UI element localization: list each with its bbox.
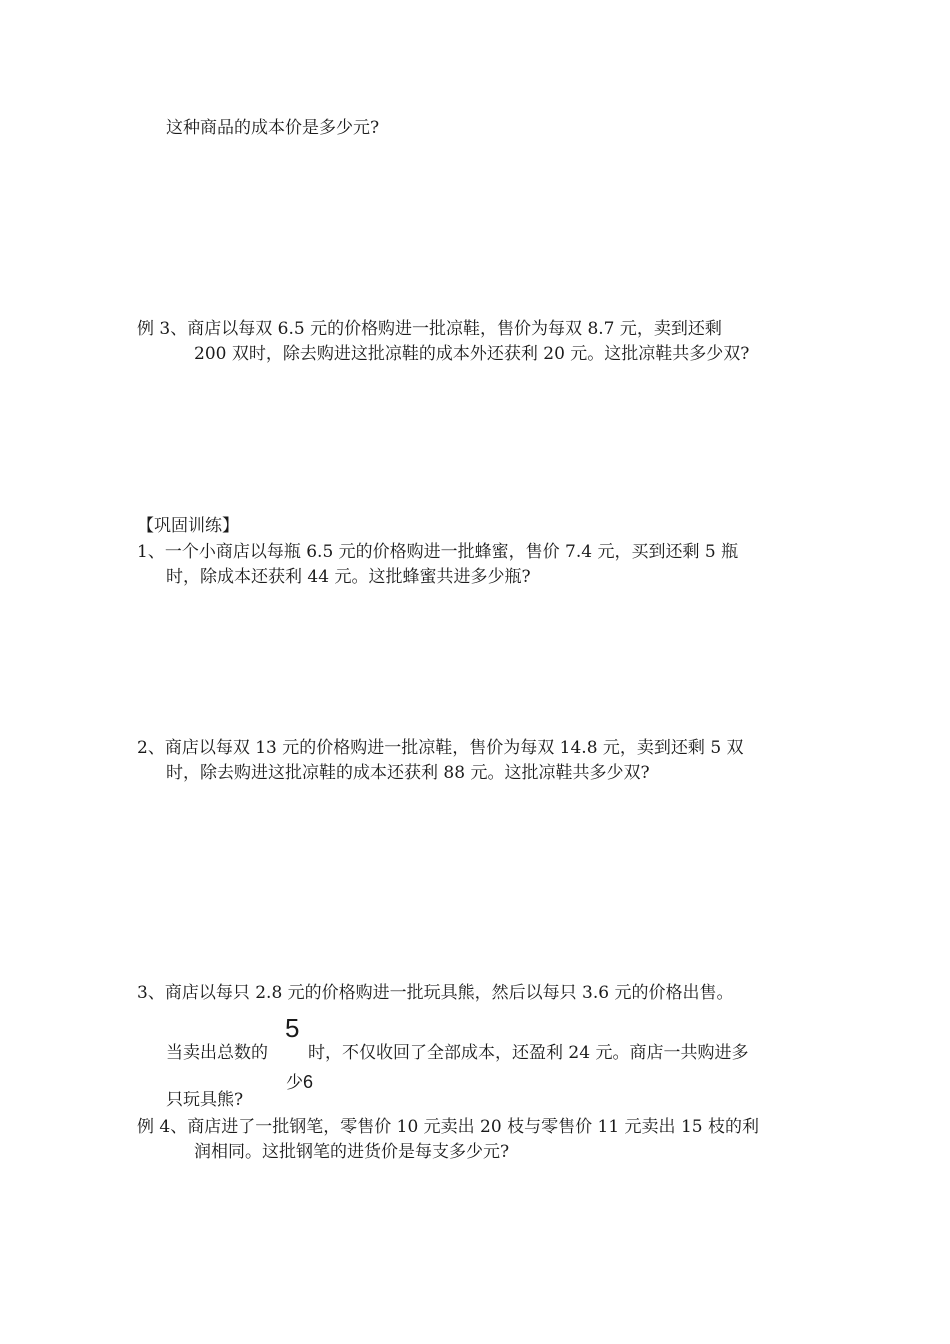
exercise-3-line-3: 只玩具熊? <box>166 1090 244 1110</box>
exercise-1-line-1: 1、一个小商店以每瓶 6.5 元的价格购进一批蜂蜜，售价 7.4 元，买到还剩 5 瓶 <box>137 542 739 562</box>
fraction-denominator-prefix: 少 <box>286 1073 303 1093</box>
fraction-denominator-digit: 6 <box>303 1072 314 1092</box>
exercise-2-line-2: 时，除去购进这批凉鞋的成本还获利 88 元。这批凉鞋共多少双? <box>166 763 650 783</box>
exercise-3-line-2-prefix: 当卖出总数的 <box>166 1043 268 1063</box>
exercise-1-line-2: 时，除成本还获利 44 元。这批蜂蜜共进多少瓶? <box>166 567 531 587</box>
exercise-3-line-1: 3、商店以每只 2.8 元的价格购进一批玩具熊，然后以每只 3.6 元的价格出售。 <box>137 983 734 1003</box>
example-4-line-1: 例 4、商店进了一批钢笔，零售价 10 元卖出 20 枝与零售价 11 元卖出 15 枝的利 <box>137 1117 759 1137</box>
question-tail-text: 这种商品的成本价是多少元? <box>166 118 380 138</box>
fraction-denominator <box>286 1072 313 1093</box>
section-heading: 【巩固训练】 <box>137 516 239 536</box>
example-4-line-2: 润相同。这批钢笔的进货价是每支多少元? <box>194 1142 510 1162</box>
example-3-line-1: 例 3、商店以每双 6.5 元的价格购进一批凉鞋，售价为每双 8.7 元，卖到还剩 <box>137 319 722 339</box>
exercise-3-line-2-suffix: 时，不仅收回了全部成本，还盈利 24 元。商店一共购进多 <box>308 1043 749 1063</box>
fraction-numerator: 5 <box>285 1013 300 1043</box>
example-3-line-2: 200 双时，除去购进这批凉鞋的成本外还获利 20 元。这批凉鞋共多少双? <box>194 344 750 364</box>
exercise-2-line-1: 2、商店以每双 13 元的价格购进一批凉鞋，售价为每双 14.8 元，卖到还剩 5 双 <box>137 738 744 758</box>
